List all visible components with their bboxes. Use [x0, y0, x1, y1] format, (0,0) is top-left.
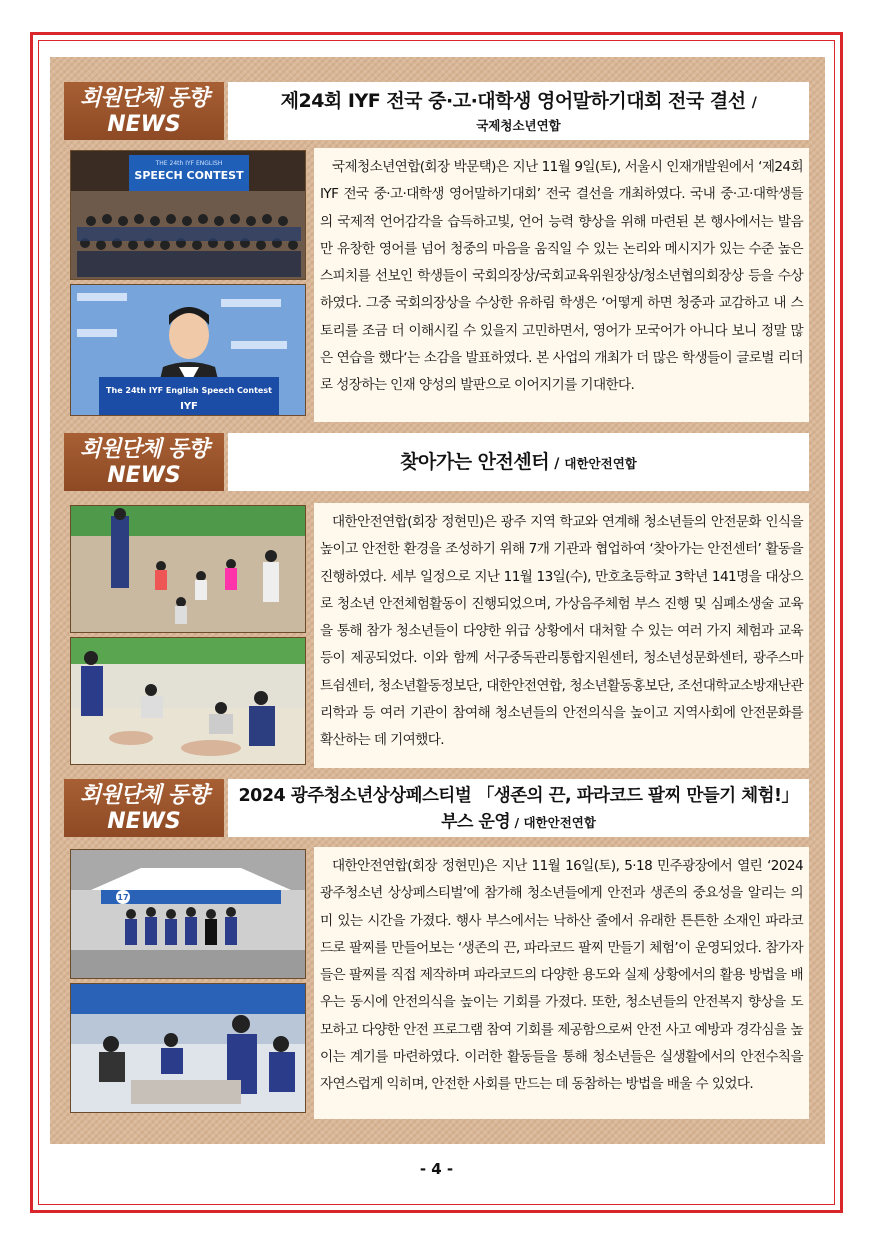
article-org: 대한안전연합: [564, 456, 637, 471]
news-badge: [64, 779, 224, 837]
photo2-label: The 24th IYF English Speech Contest: [106, 386, 272, 395]
news-badge: [64, 433, 224, 491]
article-title-line2: 부스 운영: [441, 812, 511, 832]
photo1-label: SPEECH CONTEST: [134, 169, 244, 182]
badge-english: NEWS: [107, 112, 181, 137]
photo-speech-contest-group: [70, 150, 306, 280]
article-org: 국제청소년연합: [476, 118, 561, 133]
title-separator: /: [514, 815, 520, 830]
article-title: 2024 광주청소년상상페스티벌 「생존의 끈, 파라코드 팔찌 만들기 체험!」: [238, 786, 799, 806]
title-separator: /: [554, 456, 560, 472]
photo-paracord-activity: [70, 983, 306, 1113]
article-title-box: [228, 433, 809, 491]
badge-korean: 회원단체 동향: [79, 783, 209, 808]
article-body: 대한안전연합(회장 정현민)은 지난 11월 16일(토), 5·18 민주광장에서 열린 ‘2024 광주청소년 상상페스티벌’에 참가해 청소년들에게 안전과 생존의 중요성을 알리는 의미 있는 시간을 가졌다. 행사 부스에서는 낙하산 줄에서 유래한 튼튼한 소재인 파라코드로 팔찌를 만들어보는 ‘생존의 끈, 파라코드 팔찌 만들기 체험’이 운영되었다. 참가자들은 팔찌를 직접 제작하며 파라코드의 다양한 용도와 실제 상황에서의 활용 방법을 배우는 동시에 안전의식을 높이는 기회를 가졌다. 또한, 청소년들의 안전복지 향상을 도모하고 다양한 안전 프로그램 참여 기회를 제공함으로써 안전 사고 예방과 경각심을 높이는 계기를 마련하였다. 이러한 활동들을 통해 청소년들은 실생활에서의 안전수칙을 자연스럽게 익히며, 안전한 사회를 만드는 데 동참하는 방법을 배울 수 있었다.: [314, 847, 809, 1119]
news-badge: [64, 82, 224, 140]
photo1-sublabel: THE 24th IYF ENGLISH: [155, 160, 223, 167]
title-separator: /: [751, 95, 757, 111]
photo-safety-center-gym: [70, 505, 306, 633]
news-section-iyf: [64, 82, 809, 422]
badge-korean: 회원단체 동향: [79, 86, 209, 111]
booth-number: 17: [117, 893, 129, 902]
photo-paracord-booth-group: [70, 849, 306, 979]
article-body: 국제청소년연합(회장 박문택)은 지난 11월 9일(토), 서울시 인재개발원에서 ‘제24회 IYF 전국 중·고·대학생 영어말하기대회’ 전국 결선을 개최하였다. 국내 중·고·대학생들의 국제적 언어감각을 습득하고빛, 언어 능력 향상을 위해 마련된 본 행사에서는 발음만 유창한 영어를 넘어 청중의 마음을 움직일 수 있는 논리와 메시지가 있는 수준 높은 스피치를 선보인 학생들이 국회의장상/국회교육위원장상/청소년협의회장상 등을 수상하였다. 그중 국회의장상을 수상한 유하림 학생은 ‘어떻게 하면 청중과 교감하고 내 스토리를 조금 더 이해시킬 수 있을지 고민하면서, 영어가 모국어가 아니다 보니 정말 많은 연습을 했다‘는 소감을 발표하였다. 본 사업의 개최가 더 많은 학생들이 글로벌 리더로 성장하는 인재 양성의 발판으로 이어지기를 기대한다.: [314, 148, 809, 422]
photo-safety-center-cpr: [70, 637, 306, 765]
article-title-box: [228, 82, 809, 140]
article-org: 대한안전연합: [523, 815, 596, 830]
page-number: - 4 -: [419, 1160, 454, 1178]
article-title: 찾아가는 안전센터: [400, 451, 550, 473]
article-body: 대한안전연합(회장 정현민)은 광주 지역 학교와 연계해 청소년들의 안전문화 인식을 높이고 안전한 환경을 조성하기 위해 7개 기관과 협업하여 ‘찾아가는 안전센터’ 활동을 진행하였다. 세부 일정으로 지난 11월 13일(수), 만호초등학교 3학년 141명을 대상으로 청소년 안전체험활동이 진행되었으며, 가상음주체험 부스 진행 및 심폐소생술 교육을 통해 참가 청소년들이 다양한 위급 상황에서 대처할 수 있는 여러 가지 체험과 교육 등이 제공되었다. 이와 함께 서구중독관리통합지원센터, 청소년성문화센터, 광주스마트쉼센터, 청소년활동정보단, 대한안전연합, 청소년활동홍보단, 조선대학교소방재난관리학과 등 여러 기관이 참여해 청소년들의 안전의식을 높이고 지역사회에 안전문화를 확산하는 데 기여했다.: [314, 503, 809, 768]
article-title: 제24회 IYF 전국 중·고·대학생 영어말하기대회 전국 결선: [280, 90, 746, 112]
article-title-box: [228, 779, 809, 837]
badge-english: NEWS: [107, 809, 181, 834]
photo-speech-contest-winner: [70, 284, 306, 416]
news-section-paracord: [64, 779, 809, 1119]
news-section-safety-center: [64, 433, 809, 768]
badge-korean: 회원단체 동향: [79, 437, 209, 462]
badge-english: NEWS: [107, 463, 181, 488]
photo2-logo: IYF: [180, 401, 198, 412]
